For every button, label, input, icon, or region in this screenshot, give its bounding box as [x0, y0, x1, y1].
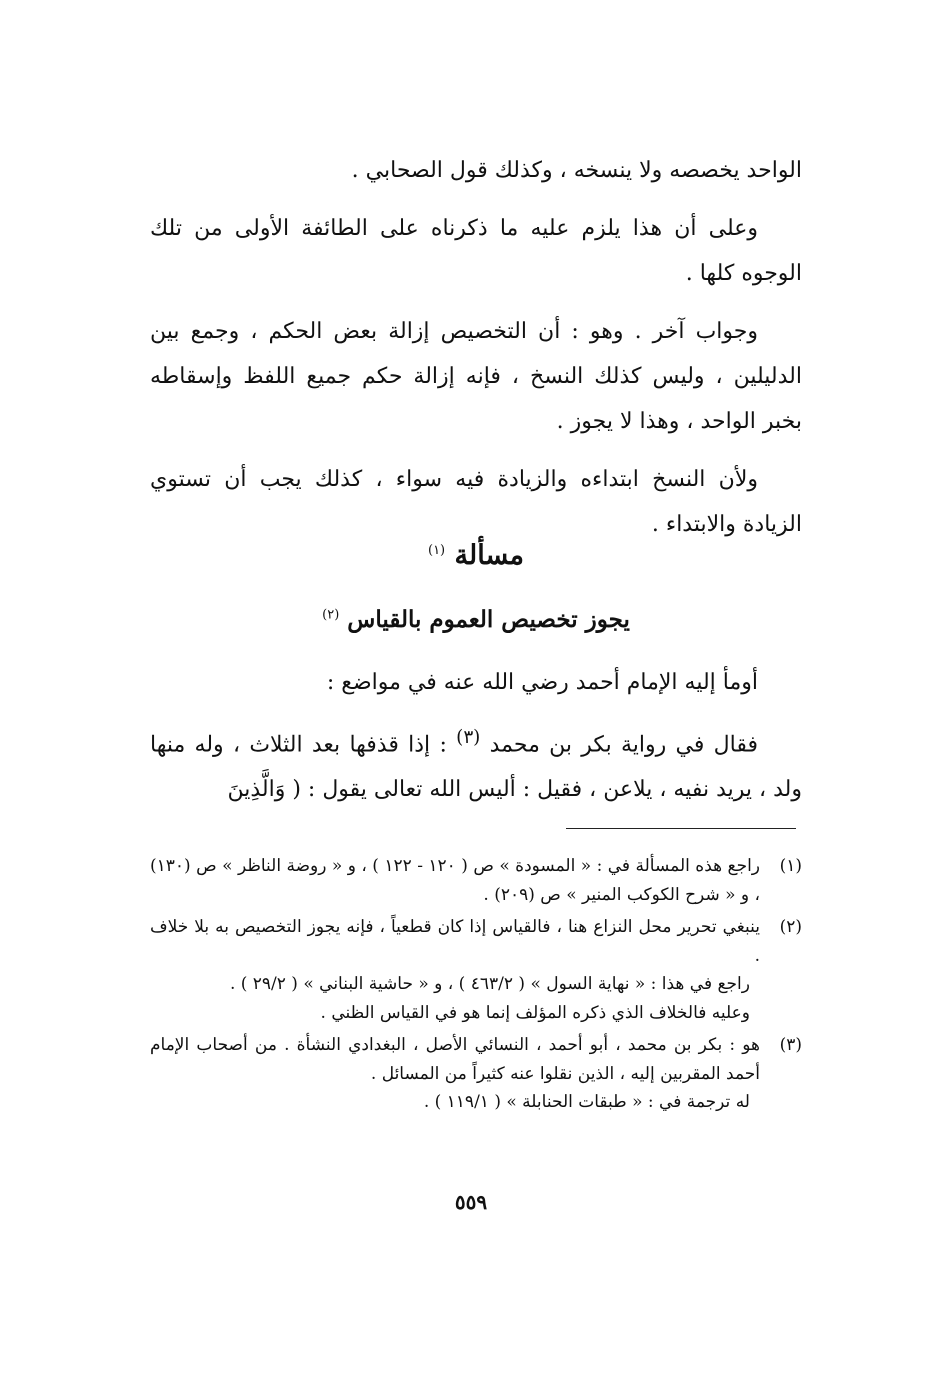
paragraph-5: أومأ إليه الإمام أحمد رضي الله عنه في مواضع :: [326, 670, 758, 695]
footnote-text: وعليه فالخلاف الذي ذكره المؤلف إنما هو في القياس الظني .: [320, 1002, 750, 1023]
footnote-text: راجع في هذا : « نهاية السول » ( ٤٦٣/٢ ) ، و « حاشية البناني » ( ٢٩/٢ ) .: [229, 974, 750, 994]
paragraph-6-rest: : إذا قذفها بعد الثلاث ، وله منها ولد ، يريد نفيه ، يلاعن ، فقيل : أليس الله تعالى يقول : ( وَالَّذِينَ: [150, 732, 802, 803]
paragraph-3: وجواب آخر . وهو : أن التخصيص إزالة بعض الحكم ، وجمع بين الدليلين ، وليس كذلك النسخ ، فإنه إزالة حكم جميع اللفظ وإسقاطه بخبر الواحد ، وهذا لا يجوز .: [150, 319, 802, 434]
footnote-text: هو : بكر بن محمد ، أبو أحمد ، النسائي الأصل ، البغدادي النشأة . من أصحاب الإمام أحمد المقربين إليه ، الذين نقلوا عنه كثيراً من المسائل .: [150, 1035, 760, 1084]
main-text: [150, 148, 802, 560]
footnote-separator: [566, 828, 796, 829]
footnote-ref-1: (١): [427, 543, 446, 558]
footnote-ref-2: (٢): [322, 607, 340, 623]
section-subtitle: [150, 606, 802, 633]
footnote-number: (٢): [779, 917, 802, 937]
section-subtitle-text: يجوز تخصيص العموم بالقياس: [347, 606, 630, 633]
footnote-number: (١): [779, 856, 802, 876]
footnotes: [150, 852, 802, 1121]
section-heading: [150, 540, 802, 571]
footnote-text: له ترجمة في : « طبقات الحنابلة » ( ١١٩/١ ) .: [423, 1092, 750, 1112]
footnote-number: (٣): [779, 1035, 802, 1055]
footnote-ref-3: (٣): [456, 727, 481, 748]
footnote-2: [150, 913, 802, 1027]
paragraph-4: ولأن النسخ ابتداءه والزيادة فيه سواء ، كذلك يجب أن تستوي الزيادة والابتداء .: [150, 467, 802, 537]
section-heading-text: مسألة: [454, 540, 525, 571]
section-text: [150, 660, 802, 822]
paragraph-6-start: فقال في رواية بكر بن محمد: [489, 732, 758, 758]
paragraph-2: وعلى أن هذا يلزم عليه ما ذكرناه على الطائفة الأولى من تلك الوجوه كلها .: [150, 216, 802, 286]
footnote-3: [150, 1031, 802, 1117]
footnote-text: راجع هذه المسألة في : « المسودة » ص ( ١٢٠ - ١٢٢ ) ، و « روضة الناظر » ص (١٣٠) ، و « شرح الكوكب المنير » ص (٢٠٩) .: [150, 856, 761, 905]
page-number: ٥٥٩: [454, 1190, 488, 1214]
paragraph-1: الواحد يخصصه ولا ينسخه ، وكذلك قول الصحابي .: [351, 158, 802, 183]
footnote-text: ينبغي تحرير محل النزاع هنا ، فالقياس إذا كان قطعياً ، فإنه يجوز التخصيص به بلا خلاف .: [150, 917, 760, 966]
paragraph-6: [150, 715, 802, 812]
footnote-1: [150, 852, 802, 909]
